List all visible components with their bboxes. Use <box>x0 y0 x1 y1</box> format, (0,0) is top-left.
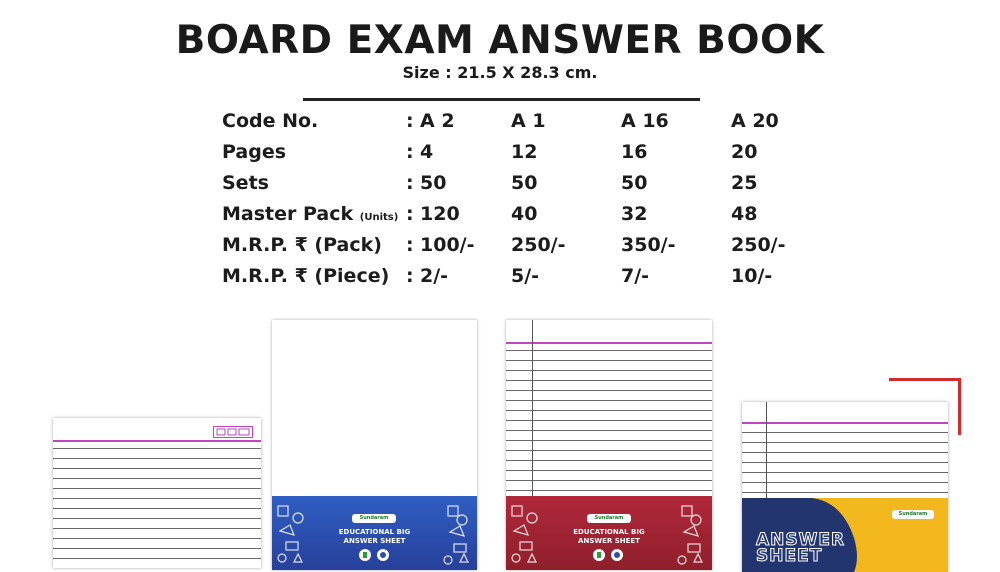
spec-label-unit: (Units) <box>359 212 399 223</box>
ruled-line <box>53 498 261 499</box>
spec-label <box>222 265 389 287</box>
ruled-line <box>53 518 261 519</box>
product-a16-red-cover <box>506 320 712 570</box>
spec-label-text: Sets <box>222 172 269 194</box>
spec-colon: : <box>406 172 414 194</box>
spec-colon: : <box>406 203 414 225</box>
spec-value-a1: 250/- <box>511 234 566 256</box>
size-label: Size : 21.5 X 28.3 cm. <box>402 63 598 82</box>
spec-value-a1: 5/- <box>511 265 540 287</box>
spec-value-a1: 40 <box>511 203 538 225</box>
ruled-line <box>53 558 261 559</box>
corner-frame-mark <box>889 378 961 435</box>
spec-label-text: M.R.P. ₹ (Piece) <box>222 265 390 287</box>
cover-title: EDUCATIONAL BIG ANSWER SHEET <box>338 528 411 545</box>
spec-value-a2: 4 <box>420 141 434 163</box>
ruled-line <box>506 420 712 421</box>
spec-colon: : <box>406 110 414 132</box>
ruled-line <box>53 528 261 529</box>
ruled-line <box>506 410 712 411</box>
margin-line-top <box>53 440 261 442</box>
cover-band <box>272 496 477 570</box>
ruled-line <box>506 400 712 401</box>
ruled-line <box>53 448 261 449</box>
margin-line <box>532 320 533 496</box>
ruled-line <box>506 350 712 351</box>
brand-badge: Sundaram <box>352 514 396 523</box>
spec-label-text: Code No. <box>222 110 319 132</box>
spec-value-a16: 7/- <box>621 265 650 287</box>
cover-band <box>506 496 712 570</box>
ruled-line <box>742 482 948 483</box>
ruled-line <box>742 472 948 473</box>
ruled-line <box>742 462 948 463</box>
spec-value-a1: 50 <box>511 172 538 194</box>
ruled-line <box>742 492 948 493</box>
ruled-line <box>506 490 712 491</box>
ruled-line <box>742 452 948 453</box>
margin-line <box>766 402 767 498</box>
spec-colon: : <box>406 234 414 256</box>
ruled-line <box>506 470 712 471</box>
spec-value-a1: 12 <box>511 141 538 163</box>
spec-label <box>222 110 318 132</box>
ruled-line <box>506 370 712 371</box>
ruled-line <box>506 440 712 441</box>
page-title: BOARD EXAM ANSWER BOOK <box>175 18 825 63</box>
spec-value-a20: 10/- <box>731 265 773 287</box>
spec-label <box>222 141 286 163</box>
spec-value-a20: 250/- <box>731 234 786 256</box>
ruled-line <box>53 508 261 509</box>
spec-value-a20: 25 <box>731 172 758 194</box>
spec-value-a2: 50 <box>420 172 447 194</box>
ruled-line <box>53 538 261 539</box>
spec-value-a2: 120 <box>420 203 460 225</box>
badge-icons <box>355 548 395 562</box>
spec-value-a2: 2/- <box>420 265 449 287</box>
spec-colon: : <box>406 265 414 287</box>
product-a1-blue-cover <box>272 320 477 570</box>
product-a2-ruled-sheet <box>53 418 261 568</box>
spec-value-a2: A 2 <box>420 110 455 132</box>
cover-band <box>742 498 948 572</box>
ruled-line <box>53 478 261 479</box>
spec-value-a20: 48 <box>731 203 758 225</box>
ruled-line <box>53 488 261 489</box>
ruled-line <box>506 480 712 481</box>
spec-label-text: Master Pack <box>222 203 354 225</box>
spec-colon: : <box>406 141 414 163</box>
ruled-line <box>506 430 712 431</box>
spec-value-a16: A 16 <box>621 110 669 132</box>
spec-value-a20: 20 <box>731 141 758 163</box>
margin-line-top <box>506 342 712 344</box>
cover-title: ANSWER SHEET <box>756 530 846 566</box>
spec-value-a16: 32 <box>621 203 648 225</box>
ruled-line <box>53 548 261 549</box>
cover-title: EDUCATIONAL BIG ANSWER SHEET <box>573 528 645 545</box>
spec-value-a16: 16 <box>621 141 648 163</box>
ruled-line <box>506 380 712 381</box>
spec-label <box>222 172 269 194</box>
spec-label-text: M.R.P. ₹ (Pack) <box>222 234 382 256</box>
brand-logo-icon <box>213 426 253 438</box>
ruled-line <box>742 442 948 443</box>
ruled-line <box>506 460 712 461</box>
spec-label <box>222 203 398 225</box>
spec-value-a16: 350/- <box>621 234 676 256</box>
ruled-line <box>506 360 712 361</box>
spec-value-a16: 50 <box>621 172 648 194</box>
ruled-line <box>53 458 261 459</box>
spec-value-a2: 100/- <box>420 234 475 256</box>
ruled-lines <box>53 418 261 568</box>
badge-icons <box>589 548 629 562</box>
brand-badge: Sundaram <box>892 510 934 519</box>
ruled-line <box>53 468 261 469</box>
spec-label-text: Pages <box>222 141 287 163</box>
spec-value-a1: A 1 <box>511 110 546 132</box>
spec-value-a20: A 20 <box>731 110 779 132</box>
brand-badge: Sundaram <box>587 514 631 523</box>
ruled-line <box>506 450 712 451</box>
spec-label <box>222 234 382 256</box>
ruled-line <box>506 390 712 391</box>
title-divider <box>303 98 700 101</box>
